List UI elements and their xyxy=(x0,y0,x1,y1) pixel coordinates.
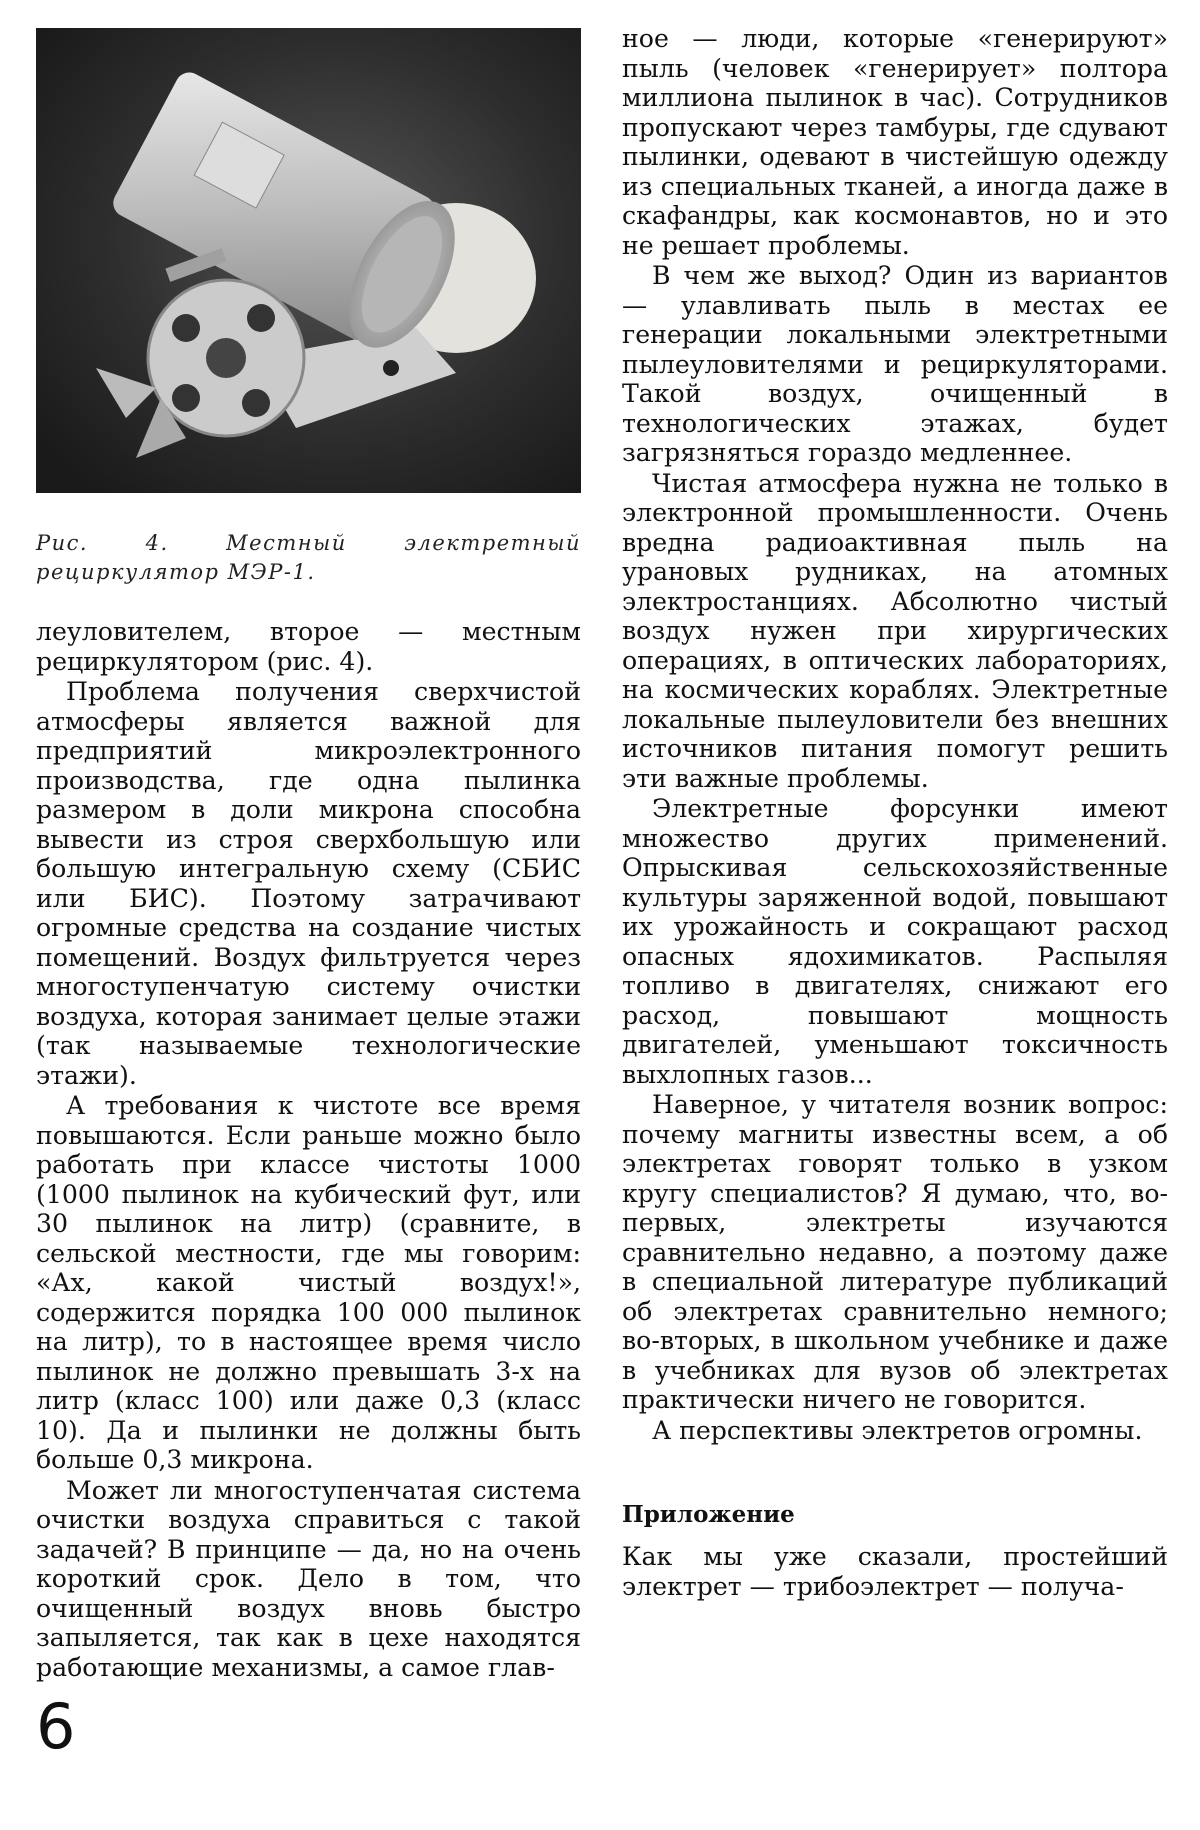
paragraph: Электретные форсунки имеют множество других применений. Опрыскивая сельскохозяйственные культуры заряженной водой, повышают их урожайность и сокращают расход опасных ядохимикатов. Распыляя топливо в двигателях, снижают его расход, повышают мощность двигателей, уменьшают токсичность выхлопных газов... xyxy=(622,794,1168,1089)
paragraph: Проблема получения сверхчистой атмосферы является важной для предприятий микроэлектронного производства, где одна пылинка размером в доли микрона способна вывести из строя сверхбольшую или большую интегральную схему (СБИС или БИС). Поэтому затрачивают огромные средства на создание чистых помещений. Воздух фильтруется через многоступенчатую систему очистки воздуха, которая занимает целые этажи (так называемые технологические этажи). xyxy=(36,677,581,1090)
right-column xyxy=(622,24,1168,1601)
page-number: 6 xyxy=(36,1690,76,1763)
paragraph: Наверное, у читателя возник вопрос: почему магниты известны всем, а об электретах говорят только в узком кругу специалистов? Я думаю, что, во-первых, электреты изучаются сравнительно недавно, а поэтому даже в специальной литературе публикаций об электретах сравнительно немного; во-вторых, в школьном учебнике и даже в учебниках для вузов об электретах практически ничего не говорится. xyxy=(622,1090,1168,1414)
figure-caption: Рис. 4. Местный электретный рециркулятор МЭР-1. xyxy=(36,531,581,584)
paragraph: Как мы уже сказали, простейший электрет — трибоэлектрет — получа- xyxy=(622,1542,1168,1601)
section-heading: Приложение xyxy=(622,1501,795,1528)
paragraph: Может ли многоступенчатая система очистки воздуха справиться с такой задачей? В принципе — да, но на очень короткий срок. Дело в том, что очищенный воздух вновь быстро запыляется, так как в цехе находятся работающие механизмы, а самое глав- xyxy=(36,1475,581,1682)
paragraph: леуловителем, второе — местным рециркулятором (рис. 4). xyxy=(36,617,581,676)
section-text xyxy=(622,1542,1168,1601)
paragraph: Чистая атмосфера нужна не только в электронной промышленности. Очень вредна радиоактивная пыль на урановых рудниках, на атомных электростанциях. Абсолютно чистый воздух нужен при хирургических операциях, в оптических лабораториях, на космических кораблях. Электретные локальные пылеуловители без внешних источников питания помогут решить эти важные проблемы. xyxy=(622,468,1168,793)
paragraph: В чем же выход? Один из вариантов — улавливать пыль в местах ее генерации локальными электретными пылеуловителями и рециркуляторами. Такой воздух, очищенный в технологических этажах, будет загрязняться гораздо медленнее. xyxy=(622,261,1168,467)
left-column xyxy=(36,28,581,1682)
paragraph: А требования к чистоте все время повышаются. Если раньше можно было работать при классе чистоты 1000 (1000 пылинок на кубический фут, или 30 пылинок на литр) (сравните, в сельской местности, где мы говорим: «Ах, какой чистый воздух!», содержится порядка 100 000 пылинок на литр), то в настоящее время число пылинок не должно превышать 3-х на литр (класс 100) или даже 0,3 (класс 10). Да и пылинки не должны быть больше 0,3 микрона. xyxy=(36,1091,581,1474)
paragraph: ное — люди, которые «генерируют» пыль (человек «генерирует» полтора миллиона пылинок в час). Сотрудников пропускают через тамбуры, где сдувают пылинки, одевают в чистейшую одежду из специальных тканей, а иногда даже в скафандры, как космонавтов, но и это не решает проблемы. xyxy=(622,24,1168,260)
paragraph: А перспективы электретов огромны. xyxy=(652,1415,1143,1445)
left-column-text xyxy=(36,617,581,1682)
figure-photo-recirculator xyxy=(36,28,581,493)
right-column-text xyxy=(622,24,1168,1445)
